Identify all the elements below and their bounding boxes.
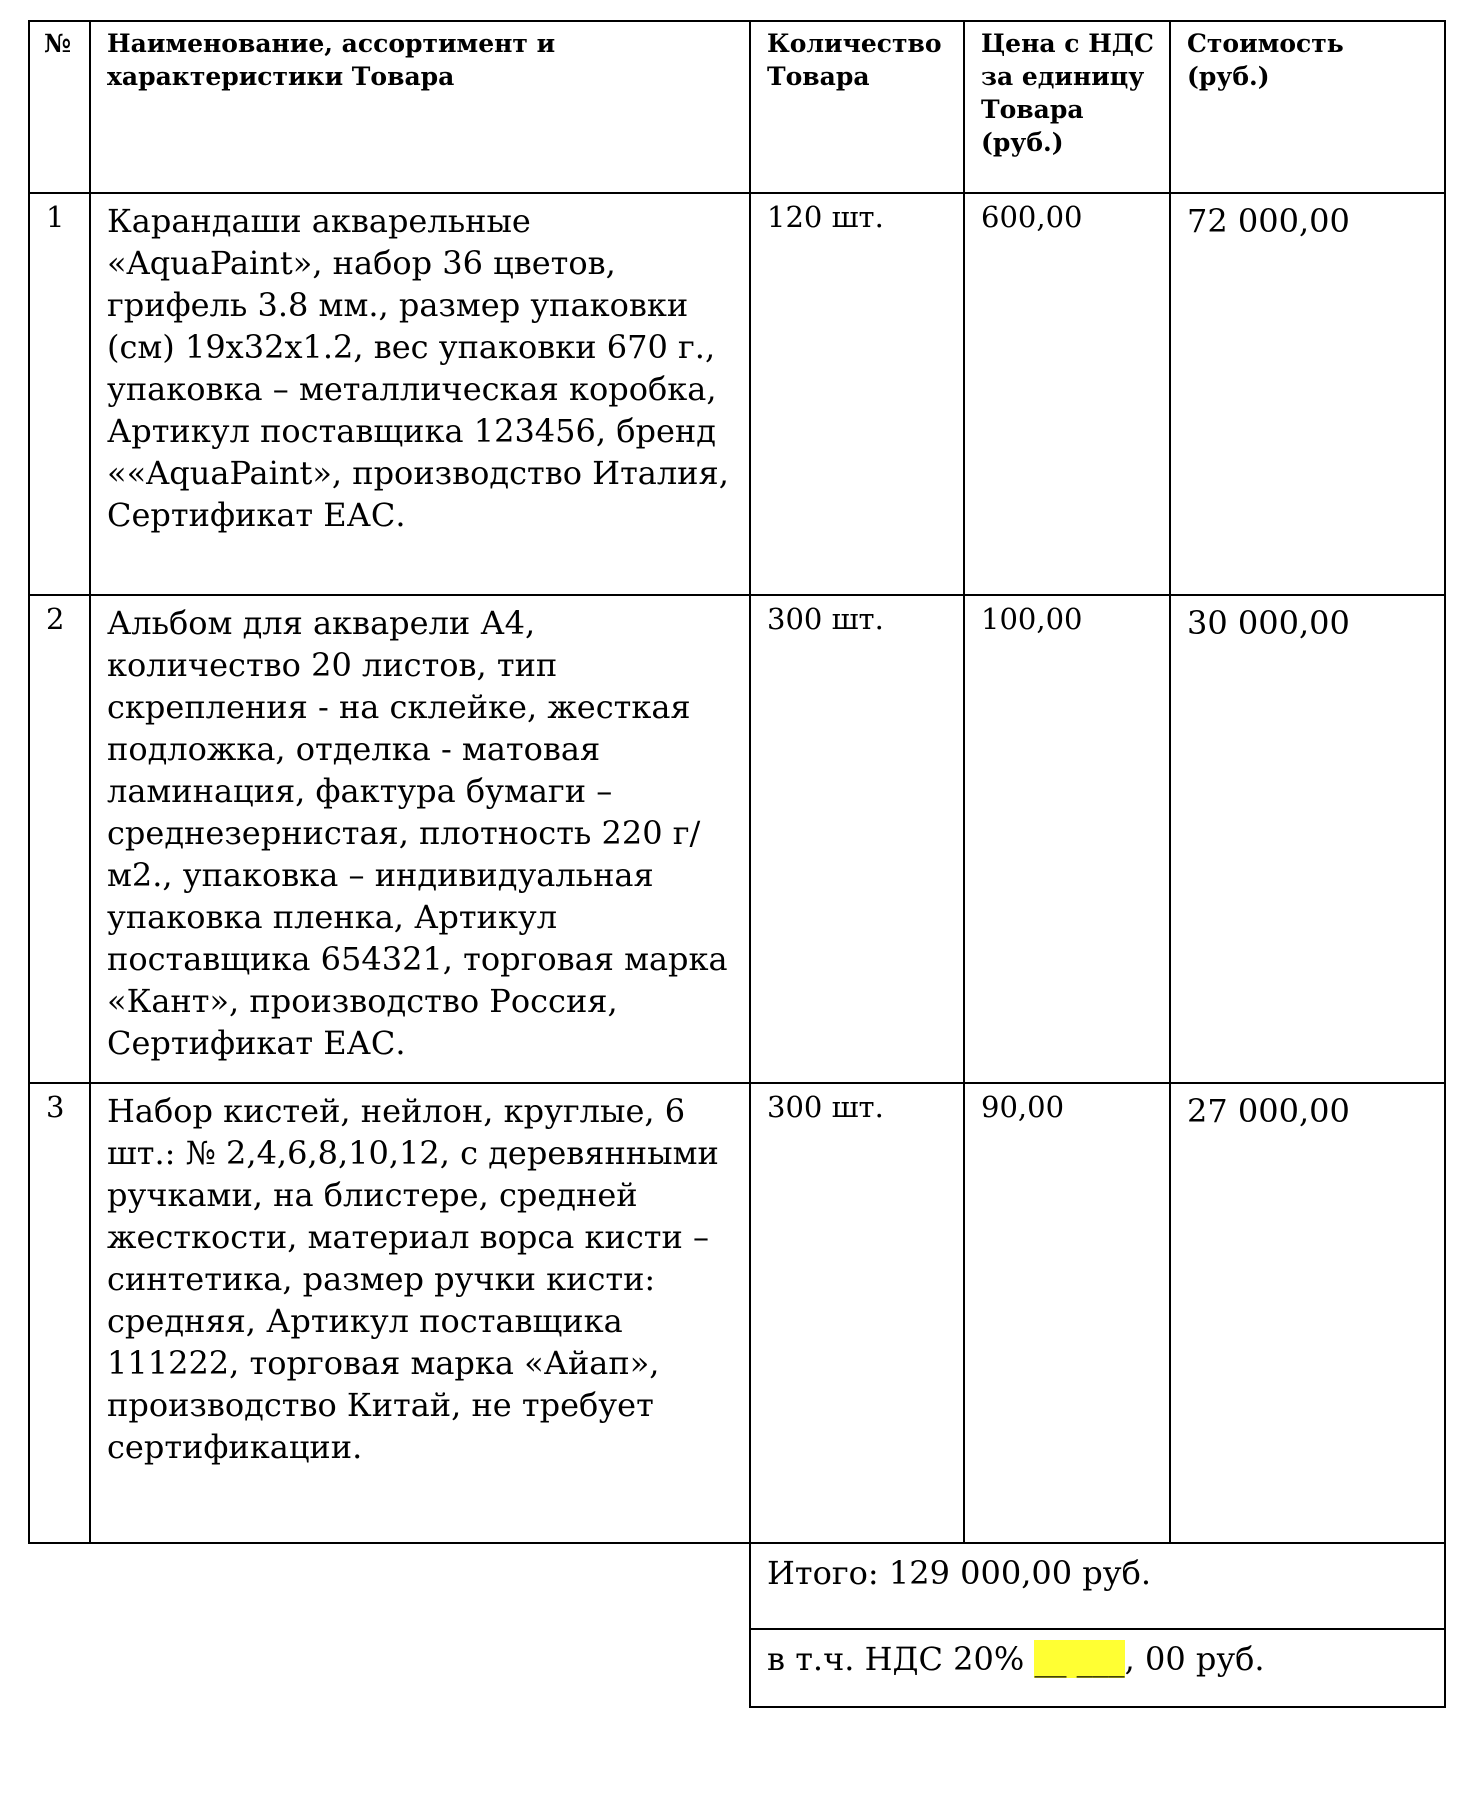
header-number: № (29, 21, 90, 193)
row-description: Альбом для акварели А4, количество 20 листов, тип скрепления - на склейке, жесткая подложка, отделка - матовая ламинация, фактура бумаги – среднезернистая, плотность 220 г/м2., упаковка – индивидуальная упаковка пленка, Артикул поставщика 654321, торговая марка «Кант», производство Россия, Сертификат ЕАС. (90, 595, 750, 1083)
row-number: 3 (29, 1083, 90, 1543)
total-amount: Итого: 129 000,00 руб. (750, 1543, 1445, 1629)
row-cost: 27 000,00 (1170, 1083, 1445, 1543)
header-cost: Стоимость (руб.) (1170, 21, 1445, 193)
table-row (29, 1083, 1445, 1543)
row-description: Карандаши акварельные «AquaPaint», набор 36 цветов, грифель 3.8 мм., размер упаковки (см) 19х32х1.2, вес упаковки 670 г., упаковка – металлическая коробка, Артикул поставщика 123456, бренд ««AquaPaint», производство Италия, Сертификат ЕАС. (90, 193, 750, 595)
row-unit-price: 600,00 (964, 193, 1170, 595)
vat-row (29, 1629, 1445, 1707)
vat-prefix: в т.ч. НДС 20% (767, 1640, 1035, 1678)
row-description: Набор кистей, нейлон, круглые, 6 шт.: № 2,4,6,8,10,12, с деревянными ручками, на блистере, средней жесткости, материал ворса кисти – синтетика, размер ручки кисти: средняя, Артикул поставщика 111222, торговая марка «Айап», производство Китай, не требует сертификации. (90, 1083, 750, 1543)
table-row (29, 595, 1445, 1083)
table-row (29, 193, 1445, 595)
vat-suffix: , 00 руб. (1124, 1640, 1265, 1678)
row-number: 2 (29, 595, 90, 1083)
row-quantity: 300 шт. (750, 1083, 964, 1543)
row-quantity: 300 шт. (750, 595, 964, 1083)
goods-specification-table (28, 20, 1446, 1708)
vat-row-spacer (29, 1629, 750, 1707)
total-row-spacer (29, 1543, 750, 1629)
table-header-row (29, 21, 1445, 193)
header-quantity: Количество Товара (750, 21, 964, 193)
vat-blank-highlight: __ ___ (1034, 1640, 1125, 1678)
row-cost: 30 000,00 (1170, 595, 1445, 1083)
row-quantity: 120 шт. (750, 193, 964, 595)
row-cost: 72 000,00 (1170, 193, 1445, 595)
header-unit-price: Цена с НДС за единицу Товара (руб.) (964, 21, 1170, 193)
row-unit-price: 90,00 (964, 1083, 1170, 1543)
row-unit-price: 100,00 (964, 595, 1170, 1083)
total-row (29, 1543, 1445, 1629)
header-name: Наименование, ассортимент и характеристики Товара (90, 21, 750, 193)
vat-amount (750, 1629, 1445, 1707)
row-number: 1 (29, 193, 90, 595)
